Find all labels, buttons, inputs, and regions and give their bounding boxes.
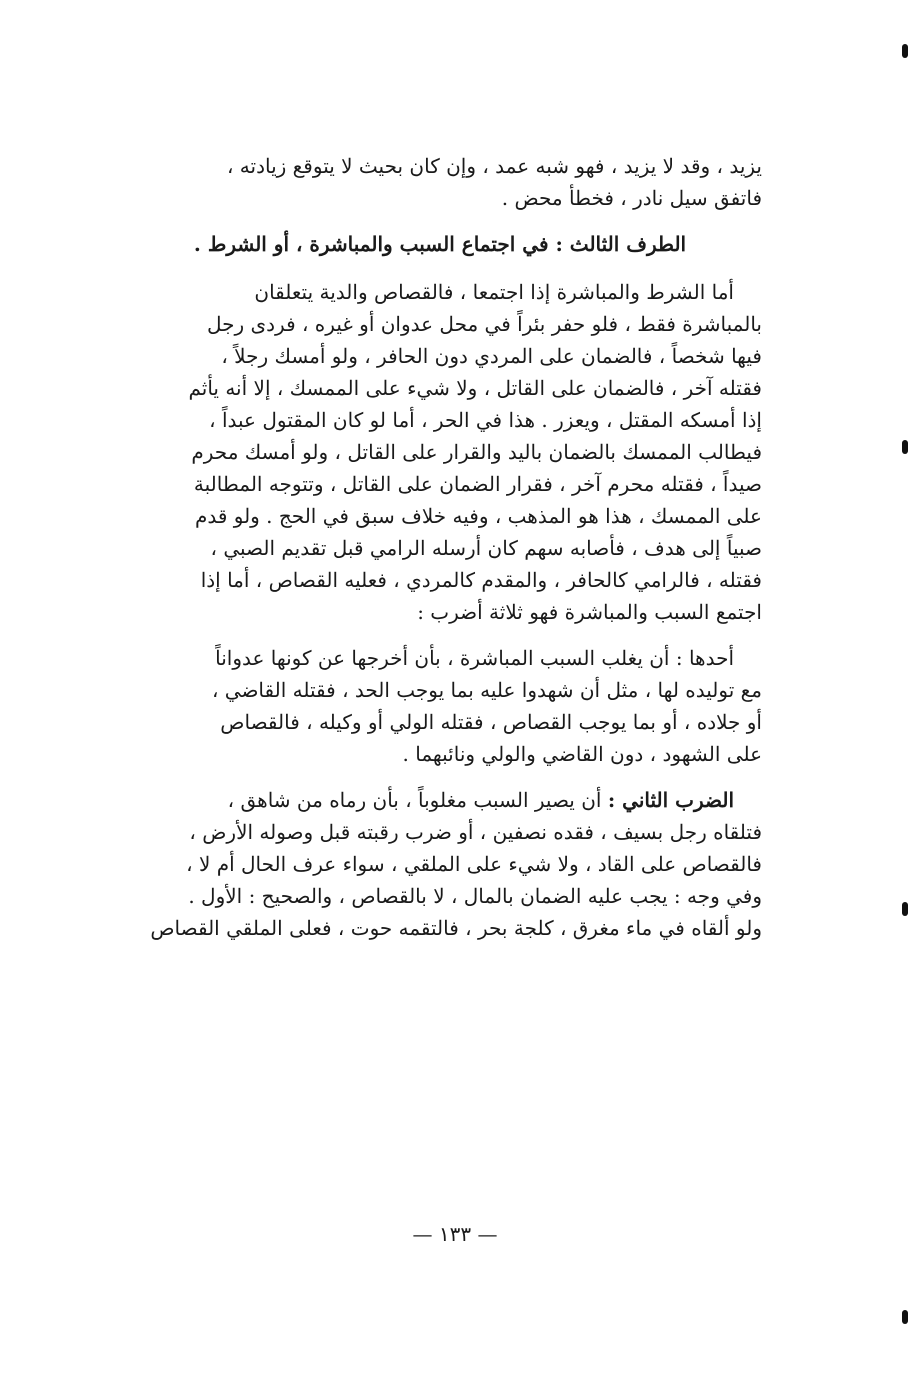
page-number: — ١٣٣ — [412,1222,498,1246]
text-line: ولو ألقاه في ماء مغرق ، كلجة بحر ، فالتقمه حوت ، فعلى الملقي القصاص [150,916,762,940]
text-line [118,784,762,816]
second-type-lead: الضرب الثاني : [607,788,734,812]
paragraph-condition-and-direct [118,276,762,628]
text-line: مع توليده لها ، مثل أن شهدوا عليه بما يوجب الحد ، فقتله القاضي ، [211,678,762,702]
text-line: فيها شخصاً ، فالضمان على المردي دون الحافر ، ولو أمسك رجلاً ، [221,344,762,368]
paragraph-intro [118,150,762,214]
binding-mark [902,44,908,58]
text-line: فتلقاه رجل بسيف ، فقده نصفين ، أو ضرب رقبته قبل وصوله الأرض ، [189,820,762,844]
text-line: أو جلاده ، أو بما يوجب القصاص ، فقتله الولي أو وكيله ، فالقصاص [220,710,762,734]
text-line: أحدها : أن يغلب السبب المباشرة ، بأن أخرجها عن كونها عدواناً [215,646,734,670]
text-line: على الشهود ، دون القاضي والولي ونائبهما . [402,742,762,766]
text-line: فالقصاص على القاد ، ولا شيء على الملقي ، سواء عرف الحال أم لا ، [186,852,762,876]
text-line: يزيد ، وقد لا يزيد ، فهو شبه عمد ، وإن كان بحيث لا يتوقع زيادته ، [226,154,762,178]
text-line: فقتله آخر ، فالضمان على القاتل ، ولا شيء على الممسك ، إلا أنه يأثم [188,376,762,400]
section-heading: الطرف الثالث : في اجتماع السبب والمباشرة ، أو الشرط . [193,232,687,256]
text-line: إذا أمسكه المقتل ، ويعزر . هذا في الحر ، أما لو كان المقتول عبداً ، [209,408,762,432]
text-line: أما الشرط والمباشرة إذا اجتمعا ، فالقصاص والدية يتعلقان [254,280,734,304]
text-line: على الممسك ، هذا هو المذهب ، وفيه خلاف سبق في الحج . ولو قدم [194,504,762,528]
text-line: بالمباشرة فقط ، فلو حفر بئراً في محل عدوان أو غيره ، فردى رجل [206,312,762,336]
text-line: صبياً إلى هدف ، فأصابه سهم كان أرسله الرامي قبل تقديم الصبي ، [210,536,762,560]
text-line: فيطالب الممسك بالضمان باليد والقرار على القاتل ، ولو أمسك محرم [191,440,762,464]
binding-mark [902,440,908,454]
second-type-first-line: أن يصير السبب مغلوباً ، بأن رماه من شاهق ، [227,788,608,812]
text-line: اجتمع السبب والمباشرة فهو ثلاثة أضرب : [417,600,762,624]
paragraph-first-type [118,642,762,770]
page-text [118,150,762,958]
text-line: صيداً ، فقتله محرم آخر ، فقرار الضمان على القاتل ، وتتوجه المطالبة [193,472,762,496]
text-line: فقتله ، فالرامي كالحافر ، والمقدم كالمردي ، فعليه القصاص ، أما إذا [200,568,762,592]
text-line: فاتفق سيل نادر ، فخطأ محض . [501,186,762,210]
paragraph-second-type [118,784,762,944]
text-line: وفي وجه : يجب عليه الضمان بالمال ، لا بالقصاص ، والصحيح : الأول . [188,884,762,908]
binding-mark [902,1310,908,1324]
binding-mark [902,902,908,916]
